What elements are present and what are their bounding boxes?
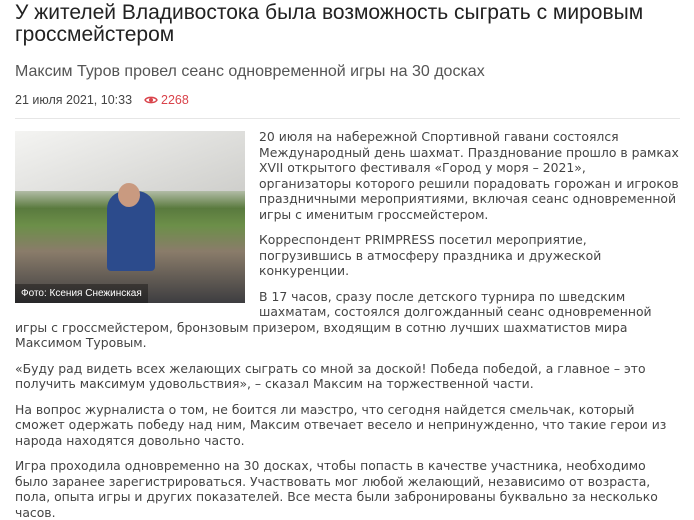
paragraph: 20 июля на набережной Спортивной гавани состоялся Международный день шахмат. Празднование прошло в рамках XVII открытого фестиваля «Город у моря – 2021», организаторы которого решили порадовать горожан и игроков праздничными мероприятиями, включая сеанс одновременной игры с именитым гроссмейстером. bbox=[259, 129, 679, 222]
paragraph: В 17 часов, сразу после детского турнира по шведским шахматам, состоялся долгожданный сеанс одновременной игры с гроссмейстером, бронзовым призером, входящим в сотню лучших шахматистов мира Максимом Туровым. bbox=[15, 288, 652, 350]
article-meta bbox=[15, 93, 680, 107]
view-count bbox=[144, 93, 189, 107]
view-count-value: 2268 bbox=[161, 93, 189, 107]
publish-date: 21 июля 2021, 10:33 bbox=[15, 93, 133, 107]
tent-canopy bbox=[15, 131, 245, 191]
article bbox=[0, 2, 694, 520]
article-title: У жителей Владивостока была возможность сыграть с мировым гроссмейстером bbox=[15, 1, 644, 46]
paragraph: Корреспондент PRIMPRESS посетил мероприятие, погрузившись в атмосферу праздника и дружеской конкуренции. bbox=[259, 232, 602, 278]
paragraph: На вопрос журналиста о том, не боится ли маэстро, что сегодня найдется смельчак, который сможет одержать победу над ним, Максим отвечает весело и непринужденно, что такие герои из народа находятся довольно часто. bbox=[15, 401, 667, 448]
divider bbox=[15, 118, 680, 119]
paragraph: «Буду рад видеть всех желающих сыграть со мной за доской! Победа победой, а главное – это получить максимум удовольствия», – сказал Максим на торжественной части. bbox=[15, 360, 646, 391]
article-photo[interactable] bbox=[15, 131, 245, 303]
photo-caption: Фото: Ксения Снежинская bbox=[15, 284, 148, 303]
eye-icon bbox=[144, 95, 158, 105]
photo-figure-head bbox=[118, 183, 140, 207]
paragraph: Игра проходила одновременно на 30 досках, чтобы попасть в качестве участника, необходимо было заранее зарегистрироваться. Участвовать мог любой желающий, независимо от возраста, пола, опыта игры и других показателей. Все места были забронированы буквально за несколько часов. bbox=[15, 458, 658, 520]
article-subtitle: Максим Туров провел сеанс одновременной игры на 30 досках bbox=[15, 63, 485, 80]
